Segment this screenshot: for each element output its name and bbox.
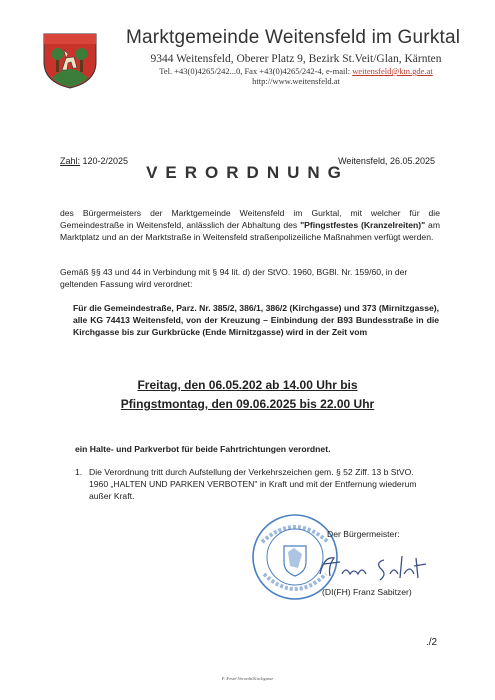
- place-date: Weitensfeld, 26.05.2025: [338, 156, 435, 166]
- org-name: Marktgemeinde Weitensfeld im Gurktal: [126, 27, 461, 48]
- reference-label: Zahl:: [60, 156, 81, 166]
- handwritten-signature-icon: [314, 548, 434, 588]
- scope-paragraph: Für die Gemeindestraße, Parz. Nr. 385/2, 386/1, 386/2 (Kirchgasse) und 373 (Mirnitzgasse), alle KG 74413 Weitensfeld, von der Kreuzung – Einbindung der B93 Bundesstraße in die Kirchgasse bis zur Gurkbrücke (Ende Mirnitzgasse) wird in der Zeit vom: [73, 303, 439, 337]
- intro-text-1: des Bürgermeisters der Marktgemeinde Weitensfeld im Gurktal, mit welcher für die Gemeindestraße in Weitensfeld, anlässlich der Abhaltung des: [60, 208, 440, 230]
- contact-text: Tel. +43(0)4265/242...0, Fax +43(0)4265/242-4, e-mail:: [159, 66, 353, 76]
- intro-text-2: am Marktplatz und an der Marktstraße in Weitensfeld straßenpolizeiliche Maßnahmen verfügt werden.: [60, 220, 440, 242]
- legal-basis-paragraph: Gemäß §§ 43 und 44 in Verbindung mit § 94 lit. d) der StVO. 1960, BGBl. Nr. 159/60, in der geltenden Fassung wird verordnet:: [60, 267, 408, 289]
- period-to: Pfingstmontag, den 09.06.2025 bis 22.00 Uhr: [120, 397, 375, 411]
- event-name: "Pfingstfestes (Kranzelreiten)": [300, 220, 426, 230]
- file-path-footer: F:\Feste\Verordn\Kirchgasse: [221, 676, 274, 681]
- measure-paragraph: ein Halte- und Parkverbot für beide Fahrtrichtungen verordnet.: [75, 444, 331, 454]
- website-link[interactable]: http://www.weitensfeld.at: [252, 76, 340, 86]
- contact-line: [126, 66, 466, 76]
- email-link[interactable]: weitensfeld@ktn.gde.at: [352, 66, 433, 76]
- period-from: Freitag, den 06.05.202 ab 14.00 Uhr bis: [137, 378, 358, 392]
- address-line: 9344 Weitensfeld, Oberer Platz 9, Bezirk St.Veit/Glan, Kärnten: [150, 53, 442, 65]
- signatory-role: Der Bürgermeister:: [327, 529, 400, 539]
- reference-value: 120-2/2025: [80, 156, 129, 166]
- coat-of-arms-icon: [42, 30, 98, 90]
- document-title: VERORDNUNG: [146, 163, 349, 182]
- list-item-number: 1.: [75, 467, 83, 477]
- intro-paragraph: [60, 207, 440, 243]
- list-item-text: Die Verordnung tritt durch Aufstellung der Verkehrszeichen gem. § 52 Ziff. 13 b StVO. 1960 „HALTEN UND PARKEN VERBOTEN" in Kraft und mit der Entfernung wiederum außer Kraft.: [89, 467, 417, 501]
- page-marker: ./2: [426, 637, 438, 648]
- signatory-name: (DI(FH) Franz Sabitzer): [322, 587, 412, 597]
